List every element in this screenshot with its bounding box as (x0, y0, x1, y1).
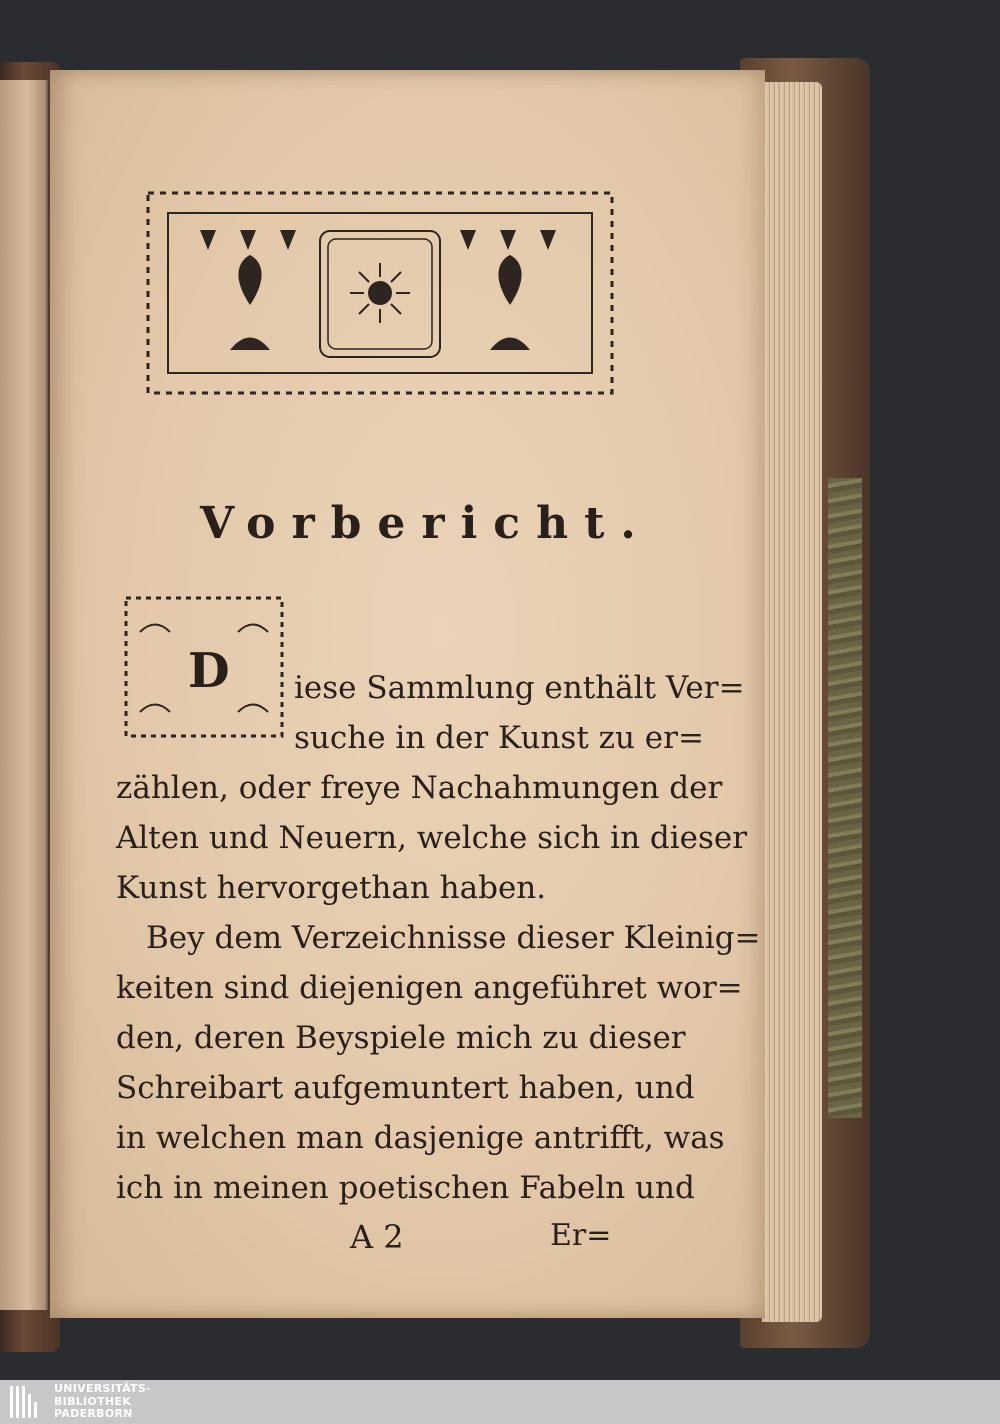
page-title: Vorbericht. (200, 498, 652, 549)
text-line: Schreibart aufgemuntert haben, und (116, 1070, 695, 1106)
text-line: iese Sammlung enthält Ver= (294, 670, 745, 706)
marbled-edge (828, 478, 862, 1118)
left-page-edge (0, 80, 48, 1310)
page-block-edges (762, 82, 822, 1322)
library-name-line1: UNIVERSITÄTS- (54, 1382, 151, 1395)
text-line: Bey dem Verzeichnisse dieser Kleinig= (146, 920, 761, 956)
signature-mark: A 2 (350, 1218, 404, 1256)
text-line: keiten sind diejenigen angeführet wor= (116, 970, 743, 1006)
headpiece-ornament (140, 185, 620, 405)
catchword: Er= (550, 1218, 612, 1253)
library-footer (0, 1380, 1000, 1424)
decorated-initial (120, 592, 288, 742)
initial-letter: D (188, 643, 230, 699)
library-logo-icon (8, 1384, 42, 1420)
text-line: in welchen man dasjenige antrifft, was (116, 1120, 725, 1156)
headpiece-ornament-svg (140, 185, 620, 405)
library-name-line3: PADERBORN (54, 1407, 133, 1420)
library-name-line2: BIBLIOTHEK (54, 1394, 132, 1408)
book-page (50, 70, 765, 1318)
text-line: Kunst hervorgethan haben. (116, 870, 547, 906)
decorated-initial-svg (120, 592, 288, 742)
text-line: ich in meinen poetischen Fabeln und (116, 1170, 695, 1206)
library-name (54, 1383, 151, 1421)
text-line: zählen, oder freye Nachahmungen der (116, 770, 723, 806)
text-line: suche in der Kunst zu er= (294, 720, 704, 756)
text-line: den, deren Beyspiele mich zu dieser (116, 1020, 686, 1056)
text-line: Alten und Neuern, welche sich in dieser (116, 820, 748, 856)
